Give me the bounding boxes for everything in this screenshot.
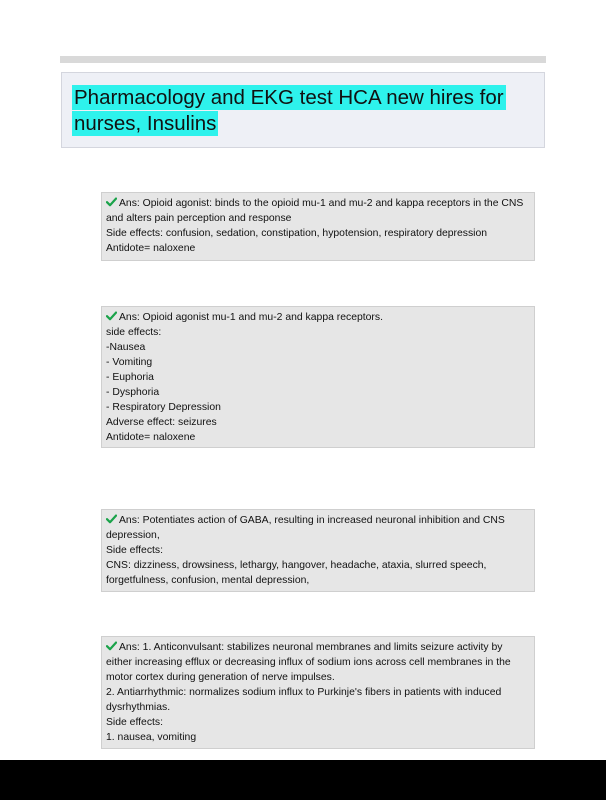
check-icon	[106, 641, 117, 651]
check-icon	[106, 197, 117, 207]
answer-line: Antidote= naloxene	[106, 432, 196, 443]
answer-line: - Dysphoria	[106, 387, 160, 398]
answer-line: -Nausea	[106, 342, 146, 353]
answer-text: Ans: Opioid agonist: binds to the opioid mu-1 and mu-2 and kappa receptors in the CNS and alters pain perception and response	[106, 198, 524, 224]
answer-box-4	[101, 636, 535, 749]
answer-line: - Euphoria	[106, 372, 154, 383]
answer-line: - Respiratory Depression	[106, 402, 221, 413]
answer-line: Antidote= naloxene	[106, 243, 196, 254]
answer-line	[106, 640, 530, 685]
document-title-text: Pharmacology and EKG test HCA new hires for nurses, Insulins	[74, 86, 504, 135]
answer-text: Ans: Potentiates action of GABA, resulting in increased neuronal inhibition and CNS depression,	[106, 515, 505, 541]
check-icon	[106, 311, 117, 321]
check-icon	[106, 514, 117, 524]
answer-line: 1. nausea, vomiting	[106, 732, 197, 743]
title-box	[61, 72, 545, 148]
answer-line: side effects:	[106, 327, 162, 338]
answer-text: Ans: Opioid agonist mu-1 and mu-2 and kappa receptors.	[119, 312, 383, 323]
answer-line: Side effects: confusion, sedation, constipation, hypotension, respiratory depression	[106, 228, 488, 239]
answer-line	[106, 310, 530, 325]
answer-box-2	[101, 306, 535, 448]
answer-line: Adverse effect: seizures	[106, 417, 217, 428]
answer-text: Ans: 1. Anticonvulsant: stabilizes neuronal membranes and limits seizure activity by either increasing efflux or decreasing influx of sodium ions across cell membranes in the motor cortex during generation of nerve impulses.	[106, 642, 511, 683]
answer-box-3	[101, 509, 535, 592]
top-divider	[60, 56, 546, 63]
answer-line: 2. Antiarrhythmic: normalizes sodium influx to Purkinje's fibers in patients with induced dysrhythmias.	[106, 687, 502, 713]
answer-line: Side effects:	[106, 545, 163, 556]
answer-line: Side effects:	[106, 717, 163, 728]
answer-box-1	[101, 192, 535, 261]
answer-line	[106, 196, 530, 226]
answer-line: - Vomiting	[106, 357, 153, 368]
answer-line	[106, 513, 530, 543]
answer-line: CNS: dizziness, drowsiness, lethargy, hangover, headache, ataxia, slurred speech, forgetfulness, confusion, mental depression,	[106, 560, 487, 586]
document-title	[72, 85, 522, 137]
